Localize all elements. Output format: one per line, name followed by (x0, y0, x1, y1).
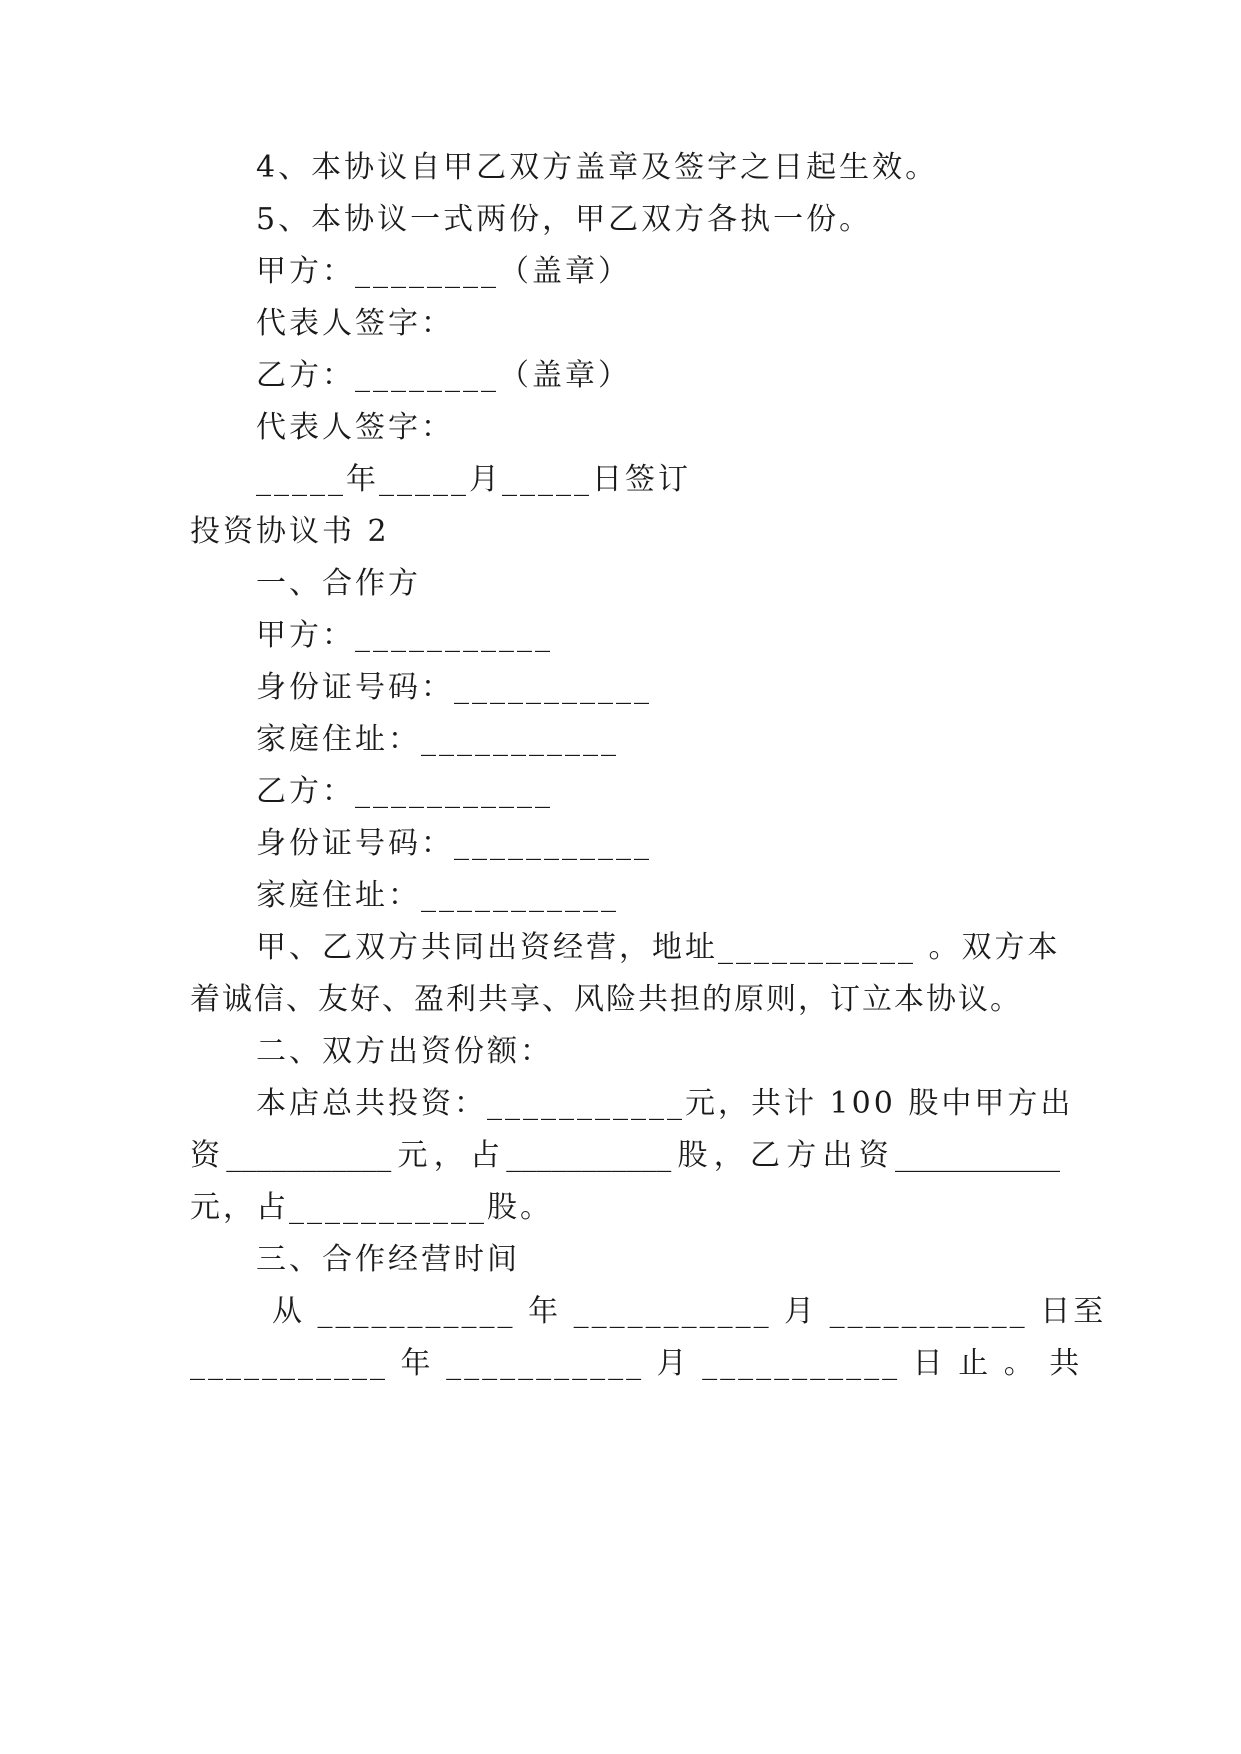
party-a-id-line: 身份证号码：___________ (256, 670, 652, 705)
paragraph-line: 资___________元，占___________股，乙方出资___________ (190, 1138, 1060, 1173)
heading-investment-shares: 二、双方出资份额： (256, 1034, 553, 1069)
paragraph-line: 元，占___________股。 (190, 1190, 553, 1225)
signing-date-line: _____年_____月_____日签订 (256, 462, 691, 497)
party-b-name-line: 乙方：___________ (256, 774, 553, 809)
section-title: 投资协议书 2 (190, 514, 390, 549)
paragraph-line: 从 ___________ 年 ___________ 月 ___________ 日至 (272, 1294, 1107, 1329)
paragraph-line: 着诚信、友好、盈利共享、风险共担的原则，订立本协议。 (190, 982, 1022, 1017)
party-b-signature-line: 代表人签字： (256, 410, 454, 445)
party-b-seal-line: 乙方：________（盖章） (256, 358, 631, 393)
party-a-name-line: 甲方：___________ (256, 618, 553, 653)
party-b-id-line: 身份证号码：___________ (256, 826, 652, 861)
clause-5: 5、本协议一式两份，甲乙双方各执一份。 (256, 202, 873, 237)
party-a-signature-line: 代表人签字： (256, 306, 454, 341)
heading-operation-period: 三、合作经营时间 (256, 1242, 520, 1277)
party-a-address-line: 家庭住址：___________ (256, 722, 619, 757)
party-b-address-line: 家庭住址：___________ (256, 878, 619, 913)
heading-parties: 一、合作方 (256, 566, 421, 601)
party-a-seal-line: 甲方：________（盖章） (256, 254, 631, 289)
paragraph-line: ___________ 年 ___________ 月 ___________ 日 止 。 共 (190, 1346, 1083, 1381)
clause-4: 4、本协议自甲乙双方盖章及签字之日起生效。 (256, 150, 939, 185)
paragraph-line: 本店总共投资：___________元，共计 100 股中甲方出 (256, 1086, 1074, 1121)
paragraph-line: 甲、乙双方共同出资经营，地址___________ 。双方本 (256, 930, 1061, 965)
